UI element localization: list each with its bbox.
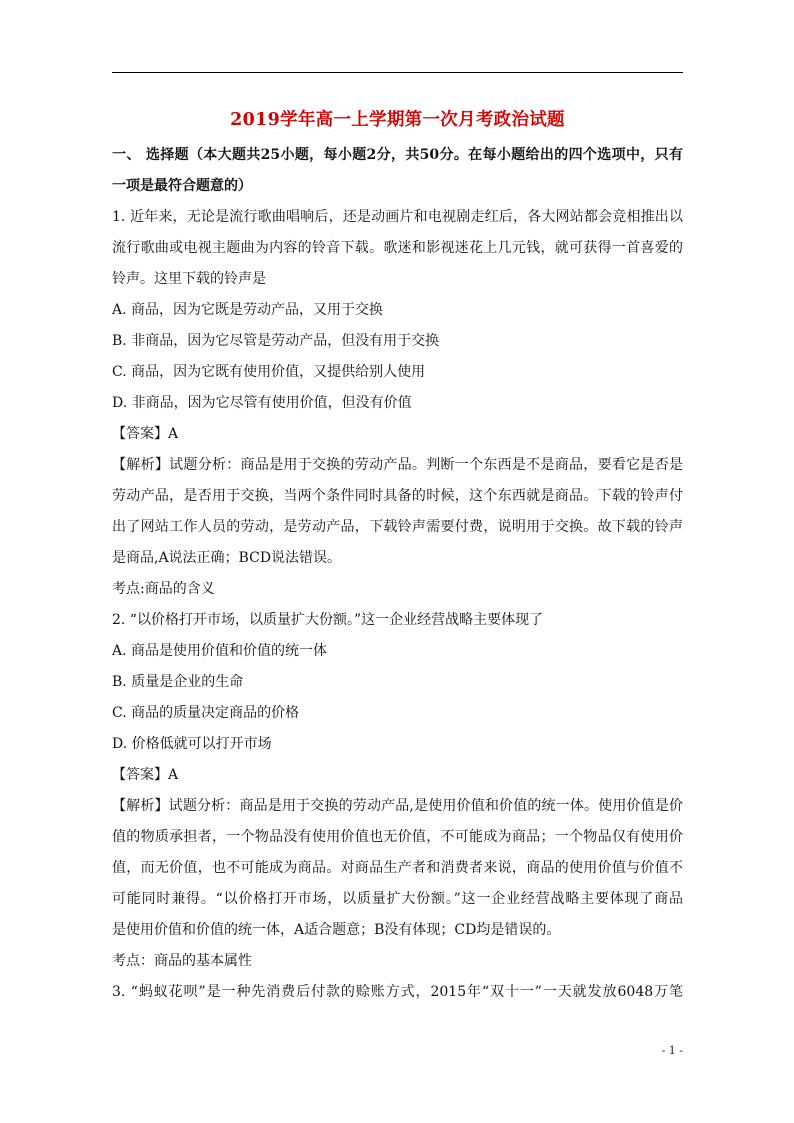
- question-1-stem-line-3: 铃声。这里下载的铃声是: [112, 271, 266, 287]
- question-2-analysis-line-4: 可能同时兼得。“以价格打开市场，以质量扩大份额。”这一企业经营战略主要体现了商品: [112, 891, 683, 907]
- question-2-analysis-line-2: 值的物质承担者，一个物品没有使用价值也无价值，不可能成为商品；一个物品仅有使用价: [112, 829, 683, 845]
- section-heading-line-2: 一项是最符合题意的）: [112, 178, 252, 194]
- page-number: - 1 -: [661, 1044, 683, 1057]
- question-2-analysis-line-1: 【解析】试题分析：商品是用于交换的劳动产品,是使用价值和价值的统一体。使用价值是价: [112, 798, 683, 814]
- question-1-option-d: D. 非商品，因为它尽管有使用价值，但没有价值: [112, 395, 412, 411]
- question-1-analysis-line-1: 【解析】试题分析：商品是用于交换的劳动产品。判断一个东西是不是商品，要看它是否是: [112, 457, 683, 473]
- question-2-stem-line-1: 2. “以价格打开市场，以质量扩大份额。”这一企业经营战略主要体现了: [112, 612, 544, 628]
- question-1-analysis-line-4: 是商品,A说法正确；BCD说法错误。: [112, 550, 342, 566]
- question-1-option-b: B. 非商品，因为它尽管是劳动产品，但没有用于交换: [112, 333, 440, 349]
- section-heading-line-1: 一、 选择题（本大题共25小题，每小题2分，共50分。在每小题给出的四个选项中，只有: [112, 147, 683, 163]
- question-3-stem-line-1: 3. “蚂蚁花呗”是一种先消费后付款的赊账方式，2015年“双十一”一天就发放6048万笔: [112, 984, 683, 1000]
- question-2-analysis-line-5: 是使用价值和价值的统一体，A适合题意；B没有体现；CD均是错误的。: [112, 922, 561, 938]
- question-1-stem-line-2: 流行歌曲或电视主题曲为内容的铃音下载。歌迷和影视迷花上几元钱，就可获得一首喜爱的: [112, 240, 683, 256]
- question-1-stem-line-1: 1. 近年来，无论是流行歌曲唱响后，还是动画片和电视剧走红后，各大网站都会竞相推出以: [112, 209, 683, 225]
- page-title: 2019学年高一上学期第一次月考政治试题: [230, 110, 565, 130]
- document-body: [112, 140, 683, 1008]
- question-2-point: 考点：商品的基本属性: [112, 953, 252, 969]
- question-2-option-d: D. 价格低就可以打开市场: [112, 736, 272, 752]
- header-rule: [112, 72, 683, 73]
- question-2-option-c: C. 商品的质量决定商品的价格: [112, 705, 300, 721]
- question-1-option-c: C. 商品，因为它既有使用价值，又提供给别人使用: [112, 364, 426, 380]
- question-1-analysis-line-3: 出了网站工作人员的劳动，是劳动产品，下载铃声需要付费，说明用于交换。故下载的铃声: [112, 519, 683, 535]
- question-2-option-a: A. 商品是使用价值和价值的统一体: [112, 643, 328, 659]
- question-1-analysis-line-2: 劳动产品，是否用于交换，当两个条件同时具备的时候，这个东西就是商品。下载的铃声付: [112, 488, 683, 504]
- question-1-answer: 【答案】A: [112, 426, 179, 442]
- question-2-option-b: B. 质量是企业的生命: [112, 674, 244, 690]
- question-1-point: 考点:商品的含义: [112, 581, 215, 597]
- question-2-analysis-line-3: 值，而无价值，也不可能成为商品。对商品生产者和消费者来说，商品的使用价值与价值不: [112, 860, 683, 876]
- question-1-option-a: A. 商品，因为它既是劳动产品，又用于交换: [112, 302, 384, 318]
- question-2-answer: 【答案】A: [112, 767, 179, 783]
